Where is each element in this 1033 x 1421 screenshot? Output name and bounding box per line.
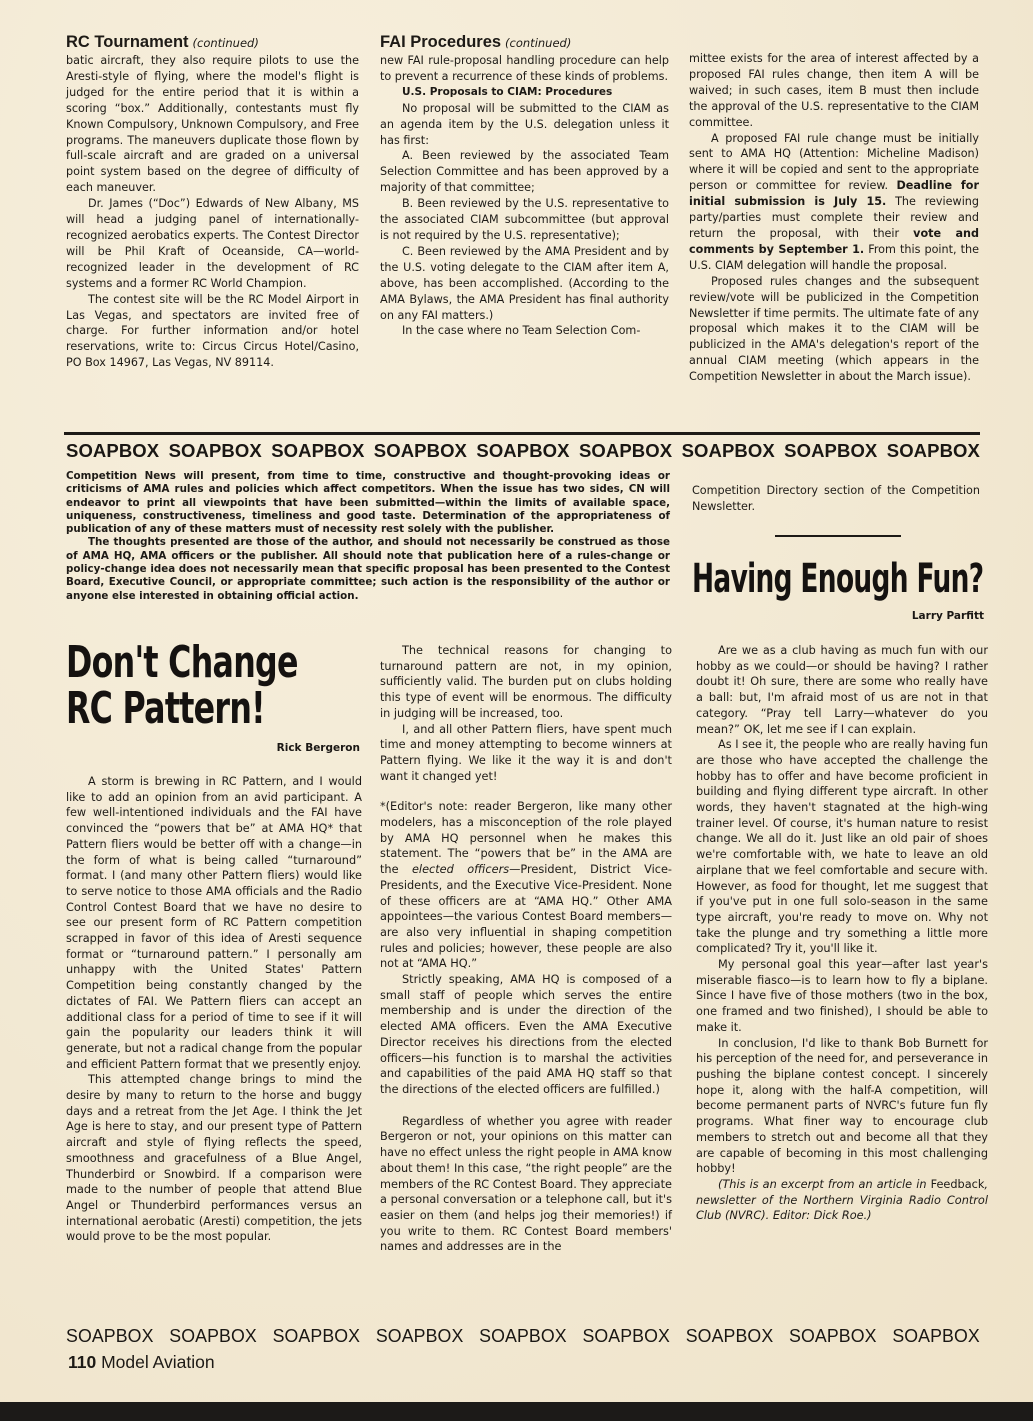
fai-paragraph: A. Been reviewed by the associated Team Selection Committee and has been approved by a majority of that committee; [380, 149, 669, 195]
soapbox-banner-top [66, 440, 980, 462]
soapbox-word: SOAPBOX [168, 440, 262, 461]
page-footer [68, 1352, 215, 1373]
soapbox-word: SOAPBOX [784, 440, 878, 461]
dont-change-byline: Rick Bergeron [276, 742, 360, 754]
soapbox-banner-bottom [66, 1325, 980, 1347]
dont-change-headline [66, 637, 298, 734]
soapbox-intro [66, 470, 670, 603]
continued-label: (continued) [192, 36, 259, 50]
soapbox-word: SOAPBOX [578, 440, 673, 461]
publication-name: Model Aviation [101, 1352, 215, 1372]
fai-subheading: U.S. Proposals to CIAM: Procedures [402, 85, 613, 98]
soapbox-word: SOAPBOX [373, 440, 467, 461]
rc-tournament-column [66, 33, 359, 371]
dont-change-paragraph: This attempted change brings to mind the desire by many to return to the horse and buggy days and a retreat from the Jet Age. I think the Jet Age is here to stay, and our present type of Pattern aircraft and style of flying reflects the speed, smoothness and gracefulness of a Blue Angel, Thunderbird or Snowbird. If a comparison were made to the number of people that attend Blue Angel or Thunderbird performances versus an international aerobatic (Aresti) competition, the jets would prove to be the most popular. [66, 1073, 362, 1244]
rc-tournament-heading [66, 33, 359, 52]
having-fun-byline: Larry Parfitt [911, 610, 984, 622]
vote-deadline-text: vote and comments by September 1. [689, 226, 979, 256]
fai-procedures-column-continued [689, 51, 979, 385]
headline-line: Don't Change [66, 637, 298, 688]
page-number: 110 [68, 1352, 97, 1372]
having-fun-column [696, 643, 988, 1224]
text-run: , newsletter of the Northern Virginia Radio Control Club (NVRC). Editor: Dick Roe.) [696, 1177, 988, 1223]
article-divider [775, 535, 901, 537]
text-run: The reviewing party/parties must complete their review and return the proposal, with their [689, 195, 979, 240]
fai-paragraph: C. Been reviewed by the AMA President and by the U.S. voting delegate to the CIAM after item A, above, has been accomplished. (According to the AMA Bylaws, the AMA President has final authority on any FAI matters.) [380, 244, 669, 322]
elected-officers-emphasis: elected officers [411, 863, 510, 877]
having-fun-headline: Having Enough Fun? [692, 556, 984, 602]
text-run: A proposed FAI rule change must be initially sent to AMA HQ (Attention: Micheline Madison) where it will be copied and sent to the appropriate person or committee for review. [689, 131, 979, 193]
section-divider [64, 432, 980, 435]
dont-change-paragraph: A storm is brewing in RC Pattern, and I would like to add an opinion from an avid participant. A few well-intentioned individuals and the FAI have convinced the “powers that be” at AMA HQ* that Pattern fliers would be better off with a change—in the form of what is being called “turnaround” format. I (and many other Pattern fliers) would like to serve notice to those AMA officials and the Radio Control Contest Board that we have no desire to see our present form of RC Pattern competition scrapped in favor of this idea of Aresti sequence format or “turnaround pattern.” I personally am unhappy with the United States' Pattern Competition being constantly changed by the dictates of FAI. We Pattern fliers can accept an additional class for a period of time to see if it will gain the popularity our leaders think it will generate, but not a radical change from the popular and efficient Pattern format that we presently enjoy. [66, 775, 362, 1071]
fai-procedures-column [380, 33, 669, 339]
soapbox-word: SOAPBOX [271, 440, 365, 461]
dont-change-paragraph: The technical reasons for changing to turnaround pattern are not, in my opinion, sufficiently valid. The burden put on clubs holding this type of event will be enormous. The difficulty in judging will be increased, too. [380, 644, 672, 720]
dont-change-paragraph: Regardless of whether you agree with reader Bergeron or not, your opinions on this matter can have no effect unless the right people in AMA know about them! In this case, “the right people” are the members of the RC Contest Board. They appreciate a personal conversation or a telephone call, but it's easier on them (and helps jog their memories!) if you write to them. RC Contest Board members' names and addresses are in the [380, 1114, 672, 1254]
deadline-text: Deadline for initial submission is July 15. [689, 179, 979, 209]
soapbox-word: SOAPBOX [272, 1325, 361, 1346]
dont-change-continuation [692, 483, 980, 515]
fai-paragraph: B. Been reviewed by the U.S. representative to the associated CIAM subcommittee (but approval is not required by the U.S. representative); [380, 197, 669, 242]
fai-paragraph: mittee exists for the area of interest affected by a proposed FAI rules change, then item A will be waived; in such cases, item B must then include the approval of the U.S. representative to the CIAM committee. [689, 52, 979, 129]
scan-background-edge [0, 1402, 1033, 1421]
fai-paragraph: Proposed rules changes and the subsequent review/vote will be publicized in the Competition Newsletter if time permits. The ultimate fate of any proposal which makes it to the CIAM will be publicized in the AMA's delegation's report of the annual CIAM meeting (which appears in the Competition Newsletter in about the March issue). [689, 274, 979, 384]
dont-change-paragraph: I, and all other Pattern fliers, have spent much time and money attempting to become winners at Pattern flying. We like it the way it is and don't want it changed yet! [380, 722, 672, 783]
text-run: *(Editor's note: reader Bergeron, like many other modelers, has a misconception of the role played by AMA HQ personnel when he makes this statement. The “powers that be” in the AMA are the [380, 800, 672, 877]
having-fun-paragraph: Are we as a club having as much fun with our hobby as we could—or should be having? I rather doubt it! Oh sure, there are some who really have a ball: but, I'm afraid most of us are not in that category. “Pray tell Larry—whatever do you mean?” OK, let me see if I can explain. [696, 644, 988, 736]
text-run: (This is an excerpt from an article in [718, 1177, 931, 1191]
soapbox-word: SOAPBOX [892, 1325, 980, 1346]
fai-procedures-title: FAI Procedures [380, 33, 502, 51]
having-fun-paragraph: In conclusion, I'd like to thank Bob Burnett for his perception of the need for, and perseverance in pushing the biplane contest concept. I sincerely hope it, along with the half-A competition, will become permanent parts of NVRC's future fun fly programs. What finer way to encourage club members to stretch out and become all that they are capable of becoming in this most challenging hobby! [696, 1036, 988, 1176]
dont-change-column-2 [380, 643, 672, 1255]
having-fun-paragraph: As I see it, the people who are really having fun are those who have accepted the challenge the hobby has to offer and have become proficient in building and flying different type aircraft. In other words, they haven't stagnated at the high-wing trainer level. Of course, it's human nature to resist change. We all do it. Just like an old pair of shoes we're comfortable with, we hate to leave an old airplane that we feel comfortable and secure with. However, as food for thought, let me suggest that if you've put in one full solo-season in the same type aircraft, you're ready to move on. Why not take the plunge and try something a little more complicated? Try it, you'll like it. [696, 738, 988, 956]
having-fun-paragraph: My personal goal this year—after last year's miserable fiasco—is to learn how to fly a biplane. Since I have five of those mothers (two in the box, one framed and two finished), I should be able to make it. [696, 958, 988, 1034]
soapbox-word: SOAPBOX [582, 1325, 670, 1346]
editor-note-paragraph: Strictly speaking, AMA HQ is composed of a small staff of people which serves the entire membership and is under the direction of the elected AMA officers. Even the AMA Executive Director receives his directions from the elected officers—his function is to marshal the activities and capabilities of the paid AMA HQ staff so that the directions of the elected officers are fulfilled.) [380, 973, 672, 1096]
soapbox-word: SOAPBOX [66, 1325, 154, 1346]
fai-submission-paragraph [689, 131, 979, 274]
editor-note-paragraph [380, 799, 672, 972]
soapbox-word: SOAPBOX [886, 440, 980, 461]
fai-intro-paragraph: new FAI rule-proposal handling procedure can help to prevent a recurrence of these kinds of problems. [380, 54, 669, 83]
rc-tournament-title: RC Tournament [66, 33, 189, 51]
soapbox-word: SOAPBOX [789, 1325, 877, 1346]
soapbox-word: SOAPBOX [66, 440, 160, 461]
soapbox-word: SOAPBOX [685, 1325, 774, 1346]
text-run: —President, District Vice-Presidents, and the Executive Vice-President. None of these officers are at “AMA HQ.” Other AMA appointees—the various Contest Board members—are also very influential in shaping competition rules and policies; however, these people are also not at “AMA HQ.” [380, 863, 673, 971]
dont-change-final-text: Competition Directory section of the Competition Newsletter. [692, 484, 980, 513]
fai-paragraph: In the case where no Team Selection Com- [402, 324, 641, 338]
soapbox-word: SOAPBOX [479, 1325, 567, 1346]
soapbox-word: SOAPBOX [375, 1325, 464, 1346]
continued-label: (continued) [505, 36, 572, 50]
soapbox-word: SOAPBOX [169, 1325, 257, 1346]
soapbox-intro-paragraph: Competition News will present, from time to time, constructive and thought-provoking ideas or criticisms of AMA rules and policies which affect competitors. When the issue has two sides, CN will endeavor to print all viewpoints that have been submitted—within the limits of available space, uniqueness, constructiveness, timeliness and good taste. Determination of the appropriateness of publication of any of these matters must of necessity rest solely with the publisher. [66, 470, 670, 536]
having-fun-source-note [696, 1177, 988, 1224]
fai-procedures-heading [380, 33, 669, 52]
fai-paragraph: No proposal will be submitted to the CIAM as an agenda item by the U.S. delegation unless it has first: [380, 101, 669, 147]
rc-tournament-paragraph: The contest site will be the RC Model Airport in Las Vegas, and spectators are invited free of charge. For further information and/or hotel reservations, write to: Circus Circus Hotel/Casino, PO Box 14967, Las Vegas, NV 89114. [66, 292, 359, 370]
headline-line: RC Pattern! [66, 683, 265, 734]
rc-tournament-paragraph: Dr. James (“Doc”) Edwards of New Albany, MS will head a judging panel of internationally-recognized aerobatics experts. The Contest Director will be Phil Kraft of Oceanside, CA—world-recognized leader in the development of RC systems and a former RC World Champion. [66, 197, 359, 290]
soapbox-intro-paragraph: The thoughts presented are those of the author, and should not necessarily be construed as those of AMA HQ, AMA officers or the publisher. All should note that publication here of a rules-change or policy-change idea does not necessarily mean that specific proposal has been presented to the Contest Board, Executive Council, or appropriate committee; such action is the responsibility of the author or anyone else interested in obtaining official action. [66, 536, 670, 602]
soapbox-word: SOAPBOX [476, 440, 570, 461]
feedback-title: Feedback [930, 1177, 985, 1191]
rc-tournament-paragraph: batic aircraft, they also require pilots to use the Aresti-style of flying, where the model's flight is judged for the entire period that it is within a scoring “box.” Additionally, contestants must fly Known Compulsory, Unknown Compulsory, and Free programs. The maneuvers duplicate those flown by full-scale aircraft and are graded on a universal point system based on the degree of difficulty of each maneuver. [66, 54, 359, 195]
text-run: From this point, the U.S. CIAM delegation will handle the proposal. [689, 242, 979, 272]
soapbox-word: SOAPBOX [681, 440, 775, 461]
dont-change-column-1 [66, 774, 362, 1245]
